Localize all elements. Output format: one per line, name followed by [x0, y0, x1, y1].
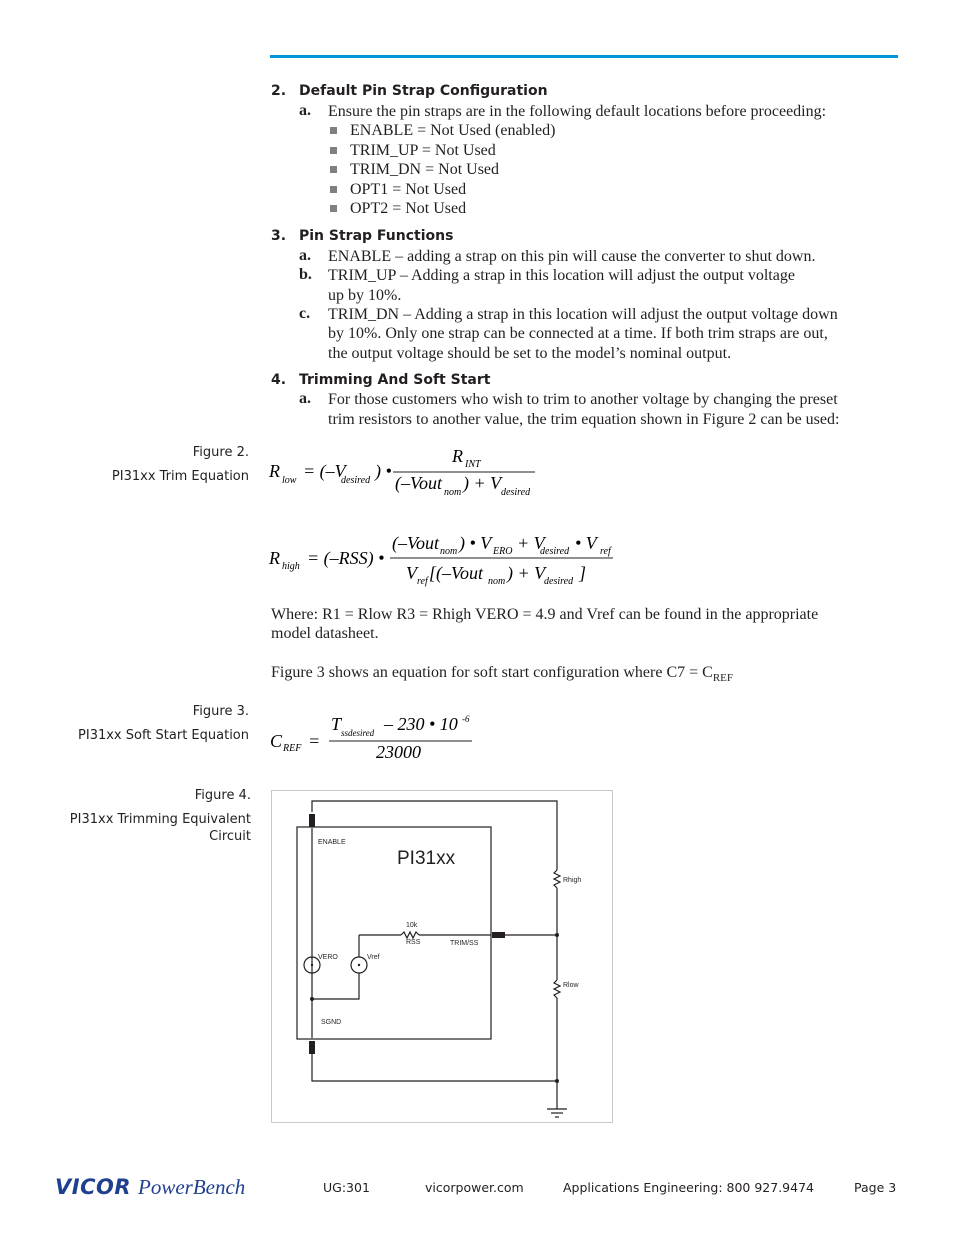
- vicor-powerbench-logo: [55, 1175, 245, 1201]
- eq-cref-lhs: C: [270, 731, 283, 751]
- eq-rhigh-num-b-sub: ERO: [493, 546, 513, 557]
- softstart-text: Figure 3 shows an equation for soft start configuration where C7 = C: [271, 664, 713, 681]
- bullet-item: TRIM_UP = Not Used: [350, 142, 496, 159]
- eq-rhigh-num-d: • V: [575, 533, 597, 553]
- section-3-item-b-line: TRIM_UP – Adding a strap in this location will adjust the output voltage: [328, 267, 795, 284]
- label-enable: ENABLE: [318, 839, 346, 846]
- eq-rhigh-den-c-sub: desired: [544, 576, 574, 587]
- bullet-item: TRIM_DN = Not Used: [350, 161, 500, 178]
- eq-rlow-eq: = (–V: [303, 461, 346, 481]
- sgnd-pin: [309, 1041, 315, 1054]
- eq-rhigh-den-d: ]: [579, 563, 587, 583]
- section-3-item-b-line: up by 10%.: [328, 287, 402, 304]
- bullet-square-icon: [330, 127, 337, 134]
- footer-support: Applications Engineering: 800 927.9474: [563, 1180, 814, 1195]
- section-3-item-a-letter: a.: [299, 247, 311, 264]
- eq-cref-num-a-sub: ssdesired: [341, 728, 375, 738]
- section-3-item-c-letter: c.: [299, 305, 311, 322]
- section-4-title: Trimming And Soft Start: [299, 372, 491, 388]
- label-rhigh: Rhigh: [563, 877, 582, 884]
- section-3-item-c-line: the output voltage should be set to the model’s nominal output.: [328, 345, 732, 362]
- eq-rhigh-lhs-sub: high: [282, 561, 300, 572]
- section-3-item-c-line: TRIM_DN – Adding a strap in this location will adjust the output voltage down: [328, 306, 838, 323]
- bullet-square-icon: [330, 147, 337, 154]
- figure-4-caption-line: PI31xx Trimming Equivalent: [69, 812, 251, 827]
- trimming-circuit-diagram: [271, 790, 613, 1123]
- trimss-pin: [492, 932, 505, 938]
- vero-plus-dot: [311, 964, 313, 966]
- eq-rhigh-lhs: R: [269, 548, 280, 568]
- eq-rhigh-den-b: [(–Vout: [429, 563, 483, 583]
- junction-dot: [310, 997, 314, 1001]
- section-2-title: Default Pin Strap Configuration: [299, 83, 548, 99]
- eq-rlow-lhs-sub: low: [282, 475, 297, 486]
- softstart-sub: REF: [712, 672, 734, 685]
- eq-rhigh-num-b: ) • V: [459, 533, 492, 553]
- label-vero: VERO: [318, 954, 338, 961]
- section-4-item-a-line: For those customers who wish to trim to another voltage by changing the preset: [328, 391, 838, 408]
- eq-rhigh-den-c: ) + V: [507, 563, 546, 583]
- bullet-square-icon: [330, 186, 337, 193]
- label-vref: Vref: [367, 954, 380, 961]
- junction-dot: [555, 933, 559, 937]
- section-3-item-c-line: by 10%. Only one strap can be connected at a time. If both trim straps are out,: [328, 325, 828, 342]
- figure-4-caption-line: Circuit: [209, 829, 251, 844]
- eq-cref-lhs-sub: REF: [283, 743, 302, 754]
- eq-cref-num-b: – 230 • 10: [384, 714, 458, 734]
- softstart-paragraph: [271, 663, 733, 689]
- section-4-item-a-line: trim resistors to another value, the trim equation shown in Figure 2 can be used:: [328, 411, 840, 428]
- chip-title: PI31xx: [397, 848, 456, 869]
- where-line: Where: R1 = Rlow R3 = Rhigh VERO = 4.9 and Vref can be found in the appropriate: [271, 606, 819, 623]
- section-4-number: 4.: [271, 372, 287, 388]
- eq-cref-num-a: T: [331, 714, 342, 734]
- logo-vicor: VICOR: [55, 1175, 131, 1199]
- softstart-equation: [265, 705, 485, 765]
- section-2-item-a-letter: a.: [299, 102, 311, 119]
- section-2-item-a-text: Ensure the pin straps are in the following default locations before proceeding:: [328, 103, 827, 120]
- header-rule: [270, 55, 898, 58]
- footer-website[interactable]: vicorpower.com: [425, 1180, 524, 1195]
- section-3-title: Pin Strap Functions: [299, 228, 454, 244]
- footer-doc-id: UG:301: [323, 1180, 370, 1195]
- section-2-number: 2.: [271, 83, 287, 99]
- eq-rlow-den-a-sub: nom: [444, 487, 462, 498]
- eq-rhigh-num-c-sub: desired: [540, 546, 570, 557]
- eq-rhigh-den-b-sub: nom: [488, 576, 506, 587]
- eq-rhigh-num-d-sub: ref: [600, 546, 611, 557]
- footer-page-number: Page 3: [854, 1180, 897, 1195]
- enable-pin: [309, 814, 315, 827]
- figure-4-label: Figure 4.: [194, 788, 251, 803]
- eq-rhigh-num-c: + V: [517, 533, 545, 553]
- eq-rlow-num-sub: INT: [465, 459, 481, 470]
- section-3-item-b-letter: b.: [299, 266, 312, 283]
- figure-3-caption: PI31xx Soft Start Equation: [78, 728, 249, 743]
- eq-rhigh-den-a: V: [406, 563, 417, 583]
- trim-equation: [265, 440, 665, 600]
- figure-3-label: Figure 3.: [192, 704, 249, 719]
- bullet-item: OPT2 = Not Used: [350, 200, 467, 217]
- section-3-number: 3.: [271, 228, 287, 244]
- section-3-item-a-line: ENABLE – adding a strap on this pin will cause the converter to shut down.: [328, 248, 816, 265]
- section-4-item-a-letter: a.: [299, 390, 311, 407]
- vref-plus-dot: [358, 964, 360, 966]
- eq-rlow-close: ) •: [375, 461, 392, 481]
- bullet-item: ENABLE = Not Used (enabled): [350, 122, 556, 139]
- eq-rhigh-eq: = (–RSS) •: [307, 548, 385, 568]
- bullet-square-icon: [330, 166, 337, 173]
- figure-2-label: Figure 2.: [192, 445, 249, 460]
- label-sgnd: SGND: [321, 1019, 342, 1026]
- eq-rlow-lhs: R: [269, 461, 280, 481]
- label-trimss: TRIM/SS: [450, 940, 479, 947]
- eq-rhigh-num-a: (–Vout: [392, 533, 439, 553]
- svg-text:R: [268, 461, 280, 481]
- eq-rlow-den-b-sub: desired: [501, 487, 531, 498]
- label-rss: RSS: [406, 939, 421, 946]
- eq-cref-eq: =: [308, 731, 321, 751]
- figure-2-caption: PI31xx Trim Equation: [111, 469, 249, 484]
- eq-rlow-den-a: (–Vout: [395, 473, 442, 493]
- eq-cref-den: 23000: [376, 742, 421, 762]
- eq-rhigh-num-a-sub: nom: [440, 546, 458, 557]
- label-10k: 10k: [406, 922, 418, 929]
- logo-powerbench: PowerBench: [138, 1175, 246, 1199]
- eq-rhigh-den-a-sub: ref: [417, 576, 428, 587]
- eq-rlow-den-b: ) + V: [463, 473, 502, 493]
- where-line: model datasheet.: [271, 625, 379, 642]
- eq-cref-num-b-sup: -6: [462, 714, 470, 724]
- junction-dot: [555, 1079, 559, 1083]
- eq-rlow-num: R: [452, 446, 463, 466]
- bullet-item: OPT1 = Not Used: [350, 181, 467, 198]
- eq-rlow-eq-sub: desired: [341, 475, 371, 486]
- bullet-square-icon: [330, 205, 337, 212]
- label-rlow: Rlow: [563, 982, 579, 989]
